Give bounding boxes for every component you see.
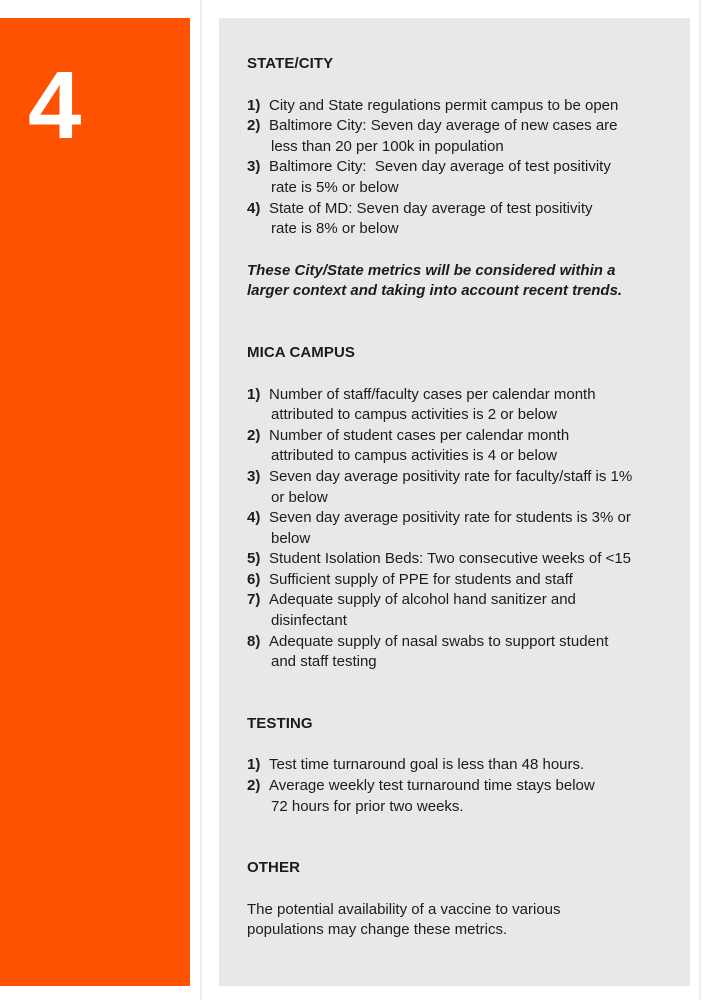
item-text: State of MD: Seven day average of test positivity: [269, 199, 593, 217]
note-line: These City/State metrics will be considered within a: [247, 261, 616, 279]
item-number: 4): [247, 199, 261, 217]
section-heading-mica-campus: MICA CAMPUS: [247, 343, 356, 361]
item-number: 4): [247, 509, 261, 527]
state-city-note: [247, 261, 677, 302]
item-text-continued: 72 hours for prior two weeks.: [271, 797, 464, 815]
item-number: 1): [247, 96, 261, 114]
list-item: [247, 508, 677, 549]
item-text: Seven day average positivity rate for faculty/staff is 1%: [269, 467, 633, 485]
item-text: Student Isolation Beds: Two consecutive weeks of <15: [269, 550, 632, 568]
testing-section: [247, 714, 677, 817]
divider-line: [200, 0, 202, 1000]
note-line: larger context and taking into account recent trends.: [247, 282, 623, 300]
item-text: City and State regulations permit campus to be open: [269, 96, 619, 114]
list-item: [247, 116, 677, 157]
list-item: [247, 96, 677, 117]
item-number: 2): [247, 777, 261, 795]
mica-campus-list: [247, 385, 677, 673]
item-number: 8): [247, 632, 261, 650]
right-edge-line: [699, 0, 701, 1000]
item-text: Test time turnaround goal is less than 48 hours.: [269, 756, 585, 774]
item-number: 3): [247, 158, 261, 176]
item-text-continued: rate is 5% or below: [271, 178, 399, 196]
item-text: Number of student cases per calendar month: [269, 426, 570, 444]
item-text-continued: rate is 8% or below: [271, 220, 399, 238]
item-text-continued: and staff testing: [271, 653, 377, 671]
other-paragraph: [247, 900, 677, 941]
list-item: [247, 426, 677, 467]
paragraph-line: populations may change these metrics.: [247, 921, 508, 939]
item-number: 5): [247, 550, 261, 568]
page-number: 4: [28, 52, 82, 159]
page-number-panel: [0, 18, 190, 986]
list-item: [247, 199, 677, 240]
item-text: Average weekly test turnaround time stays below: [269, 777, 595, 795]
item-text: Adequate supply of alcohol hand sanitizer and: [269, 591, 576, 609]
list-item: [247, 755, 677, 776]
state-city-section: [247, 54, 677, 302]
list-item: [247, 157, 677, 198]
list-item: [247, 549, 677, 570]
section-heading-state-city: STATE/CITY: [247, 55, 334, 72]
paragraph-line: The potential availability of a vaccine to various: [247, 900, 561, 918]
item-number: 7): [247, 591, 261, 609]
item-text: Seven day average positivity rate for students is 3% or: [269, 509, 631, 527]
item-text-continued: less than 20 per 100k in population: [271, 137, 504, 155]
item-text-continued: attributed to campus activities is 2 or below: [271, 406, 557, 424]
item-number: 6): [247, 570, 261, 588]
mica-campus-section: [247, 343, 677, 673]
item-text: Baltimore City: Seven day average of new cases are: [269, 117, 618, 135]
item-number: 2): [247, 117, 261, 135]
item-text-continued: attributed to campus activities is 4 or below: [271, 447, 557, 465]
item-text: Adequate supply of nasal swabs to support student: [269, 632, 609, 650]
item-text: Baltimore City: Seven day average of test positivity: [269, 158, 611, 176]
list-item: [247, 570, 677, 591]
list-item: [247, 467, 677, 508]
testing-list: [247, 755, 677, 817]
item-text: Number of staff/faculty cases per calendar month: [269, 385, 596, 403]
item-number: 1): [247, 756, 261, 774]
item-number: 2): [247, 426, 261, 444]
state-city-list: [247, 96, 677, 240]
item-text-continued: or below: [271, 488, 328, 506]
item-text-continued: below: [271, 529, 311, 547]
list-item: [247, 632, 677, 673]
section-heading-testing: TESTING: [247, 714, 313, 732]
list-item: [247, 590, 677, 631]
item-text: Sufficient supply of PPE for students and staff: [269, 570, 573, 588]
metrics-content: [247, 54, 677, 941]
list-item: [247, 776, 677, 817]
list-item: [247, 385, 677, 426]
section-heading-other: OTHER: [247, 859, 300, 877]
item-text-continued: disinfectant: [271, 612, 347, 630]
item-number: 3): [247, 467, 261, 485]
item-number: 1): [247, 385, 261, 403]
other-section: [247, 858, 677, 941]
